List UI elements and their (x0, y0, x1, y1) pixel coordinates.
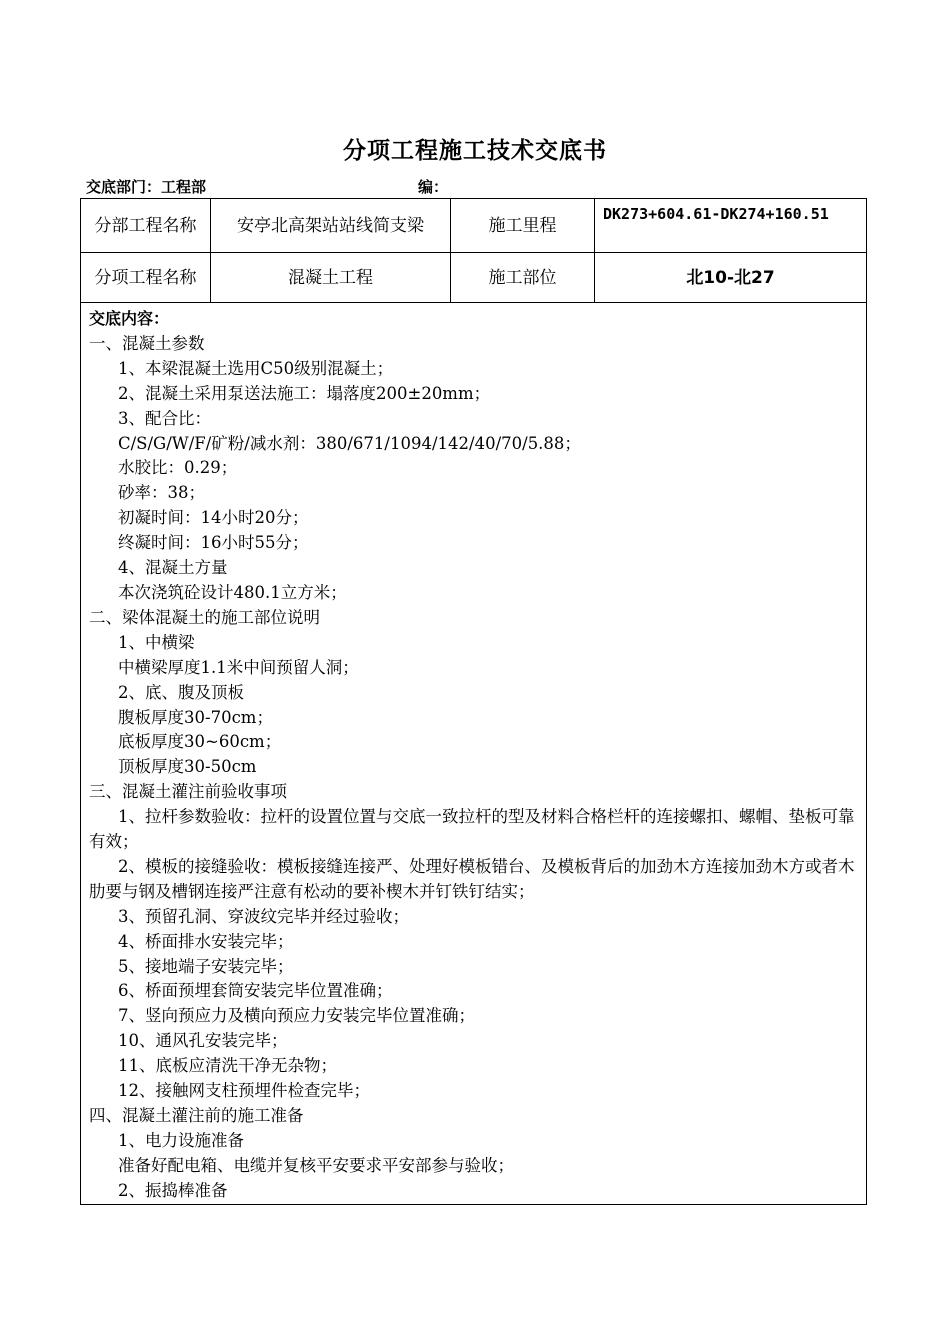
list-item: 12、接触网支柱预埋件检查完毕； (118, 1081, 370, 1101)
list-item: 2、混凝土采用泵送法施工：塌落度200±20mm； (118, 383, 491, 403)
location-label: 施工部位 (451, 253, 595, 303)
item-name-label: 分项工程名称 (81, 253, 211, 303)
list-item: 一、混凝土参数 (89, 333, 205, 353)
list-item: 1、拉杆参数验收：拉杆的设置位置与交底一致拉杆的型及材料合格栏杆的连接螺扣、螺帽、垫板可靠有效； (89, 807, 855, 852)
table-row (81, 253, 867, 303)
list-item: 终凝时间：16小时55分； (118, 533, 309, 553)
list-item: 2、底、腹及顶板 (118, 682, 244, 702)
list-item: 水胶比：0.29； (118, 458, 238, 478)
list-item: 本次浇筑砼设计480.1立方米； (118, 582, 347, 602)
document-title: 分项工程施工技术交底书 (343, 138, 607, 164)
list-item: 4、混凝土方量 (118, 558, 228, 578)
list-item: 1、本梁混凝土选用C50级别混凝土； (118, 358, 394, 378)
list-item: 4、桥面排水安装完毕； (118, 931, 294, 951)
list-item: 中横梁厚度1.1米中间预留人洞； (118, 657, 359, 677)
list-item: 二、梁体混凝土的施工部位说明 (89, 607, 320, 627)
mileage-label: 施工里程 (451, 199, 595, 253)
info-table (80, 198, 867, 1205)
list-item: 初凝时间：14小时20分； (118, 508, 309, 528)
list-item: 3、配合比： (118, 408, 211, 428)
subproject-name-value: 安亭北高架站站线简支梁 (211, 199, 451, 253)
list-item: 3、预留孔洞、穿波纹完毕并经过验收； (118, 906, 409, 926)
subproject-name-label: 分部工程名称 (81, 199, 211, 253)
list-item: 6、桥面预埋套筒安装完毕位置准确； (118, 981, 393, 1001)
content-heading: 交底内容： (89, 309, 170, 328)
list-item: 腹板厚度30-70cm； (118, 707, 273, 727)
list-item: 11、底板应清洗干净无杂物； (118, 1056, 337, 1076)
mileage-value: DK273+604.61-DK274+160.51 (595, 199, 867, 253)
list-item: 1、中横梁 (118, 632, 195, 652)
list-item: 2、模板的接缝验收：模板接缝连接严、处理好模板错台、及模板背后的加劲木方连接加劲木方或者木肋要与钢及槽钢连接严注意有松动的要补楔木并钉铁钉结实； (89, 856, 855, 901)
item-name-value: 混凝土工程 (211, 253, 451, 303)
list-item: C/S/G/W/F/矿粉/减水剂：380/671/1094/142/40/70/5.88； (118, 433, 581, 453)
table-row (81, 199, 867, 253)
list-item: 四、混凝土灌注前的施工准备 (89, 1106, 304, 1125)
department-label: 交底部门：工程部 (86, 178, 207, 196)
list-item: 10、通风孔安装完毕； (118, 1031, 288, 1051)
list-item: 5、接地端子安装完毕； (118, 956, 294, 976)
list-item: 准备好配电箱、电缆并复核平安要求平安部参与验收； (118, 1155, 514, 1175)
list-item: 顶板厚度30-50cm (118, 757, 257, 777)
table-row (81, 303, 867, 1205)
location-value: 北10-北27 (595, 253, 867, 303)
content-cell (81, 303, 867, 1205)
list-item: 7、竖向预应力及横向预应力安装完毕位置准确； (118, 1006, 475, 1026)
editor-label: 编： (418, 178, 449, 196)
list-item: 1、电力设施准备 (118, 1130, 244, 1150)
list-item: 砂率：38； (118, 483, 205, 503)
list-item: 三、混凝土灌注前验收事项 (89, 782, 287, 802)
list-item: 底板厚度30~60cm； (118, 732, 282, 752)
list-item: 2、振捣棒准备 (118, 1180, 228, 1200)
